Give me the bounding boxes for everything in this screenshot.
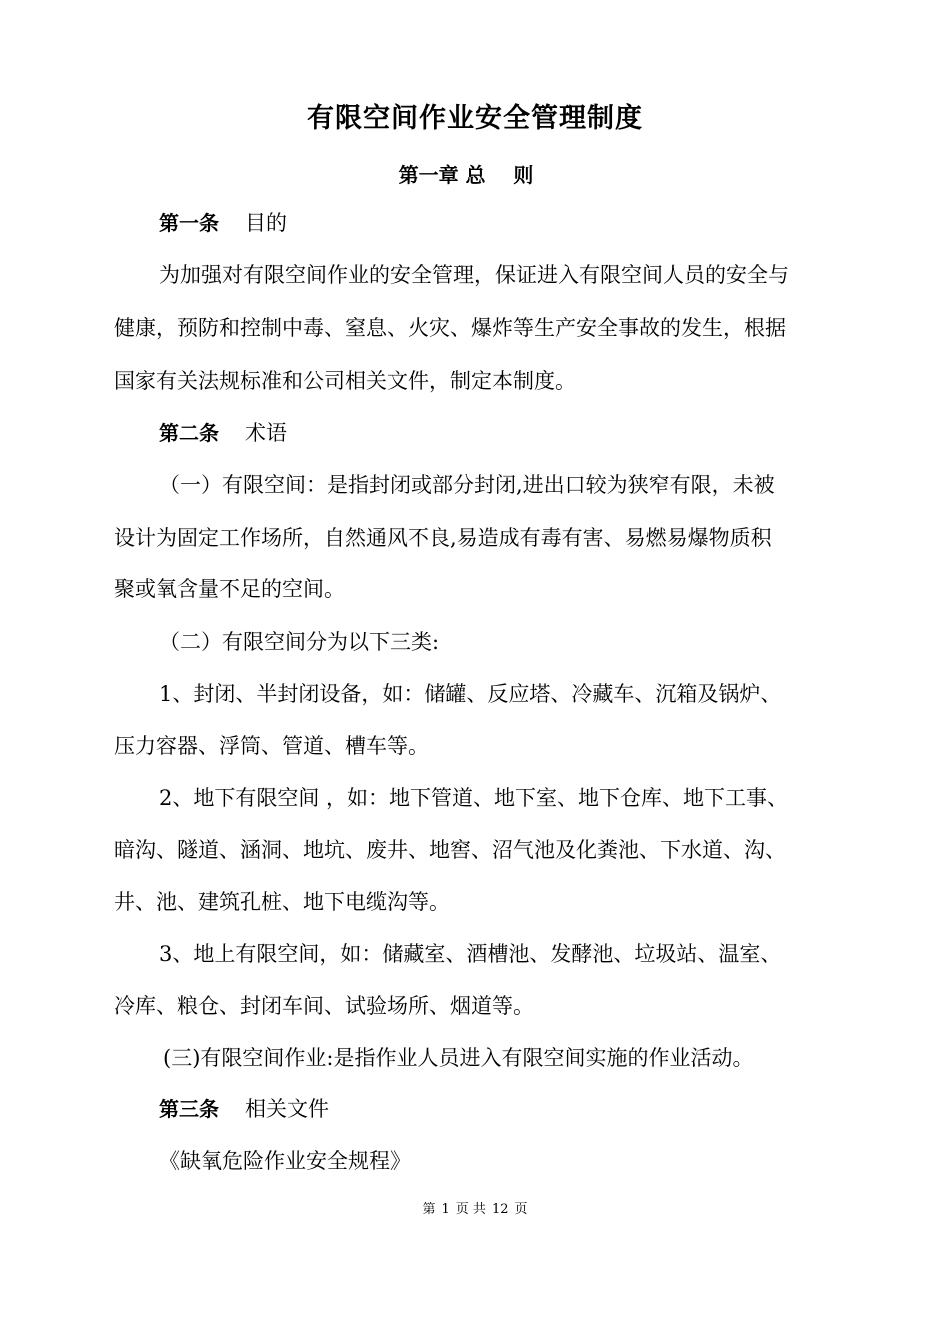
article-topic: 相关文件: [245, 1097, 329, 1121]
paragraph-line: 《缺氧危险作业安全规程》: [159, 1149, 411, 1173]
paragraph-line: 健康，预防和控制中毒、窒息、火灾、爆炸等生产安全事故的发生，根据: [114, 316, 786, 340]
paragraph-line: 冷库、粮仓、封闭车间、试验场所、烟道等。: [114, 994, 534, 1018]
paragraph-line: （一）有限空间：是指封闭或部分封闭,进出口较为狭窄有限，未被: [159, 473, 775, 497]
paragraph-line: 2、地下有限空间 ，如：地下管道、地下室、地下仓库、地下工事、: [159, 786, 789, 810]
paragraph-line: 聚或氧含量不足的空间。: [114, 577, 345, 601]
paragraph-line: 1、封闭、半封闭设备，如：储罐、反应塔、冷藏车、沉箱及锅炉、: [159, 682, 782, 706]
article-label: 第一条: [159, 211, 219, 235]
footer-total-pages: 12: [491, 1202, 509, 1217]
paragraph-line: 设计为固定工作场所，自然通风不良,易造成有毒有害、易燃易爆物质积: [114, 526, 772, 550]
document-title: 有限空间作业安全管理制度: [307, 103, 643, 134]
article-label: 第三条: [159, 1097, 219, 1121]
paragraph-line: 暗沟、隧道、涵洞、地坑、废井、地窖、沼气池及化粪池、下水道、沟、: [114, 838, 786, 862]
footer-page-number: 1: [441, 1202, 450, 1217]
article-topic: 目的: [245, 211, 287, 235]
chapter-heading: 第一章 总 则: [398, 163, 534, 187]
paragraph-line: 压力容器、浮筒、管道、槽车等。: [114, 734, 429, 758]
paragraph-line: (三)有限空间作业:是指作业人员进入有限空间实施的作业活动。: [163, 1046, 754, 1070]
article-topic: 术语: [245, 421, 287, 445]
footer-middle: 页 共: [455, 1202, 486, 1217]
article-heading: [159, 418, 287, 448]
article-heading: [159, 208, 287, 238]
paragraph-line: 为加强对有限空间作业的安全管理，保证进入有限空间人员的安全与: [159, 263, 789, 287]
article-heading: [159, 1094, 329, 1124]
paragraph-line: 3、地上有限空间，如：储藏室、酒槽池、发酵池、垃圾站、温室、: [159, 942, 782, 966]
paragraph-line: 国家有关法规标准和公司相关文件，制定本制度。: [114, 369, 576, 393]
article-label: 第二条: [159, 421, 219, 445]
footer-prefix: 第: [422, 1202, 436, 1217]
footer-suffix: 页: [514, 1202, 528, 1217]
page-footer: [0, 1198, 950, 1217]
paragraph-line: （二）有限空间分为以下三类:: [159, 630, 440, 654]
paragraph-line: 井、池、建筑孔桩、地下电缆沟等。: [114, 890, 450, 914]
